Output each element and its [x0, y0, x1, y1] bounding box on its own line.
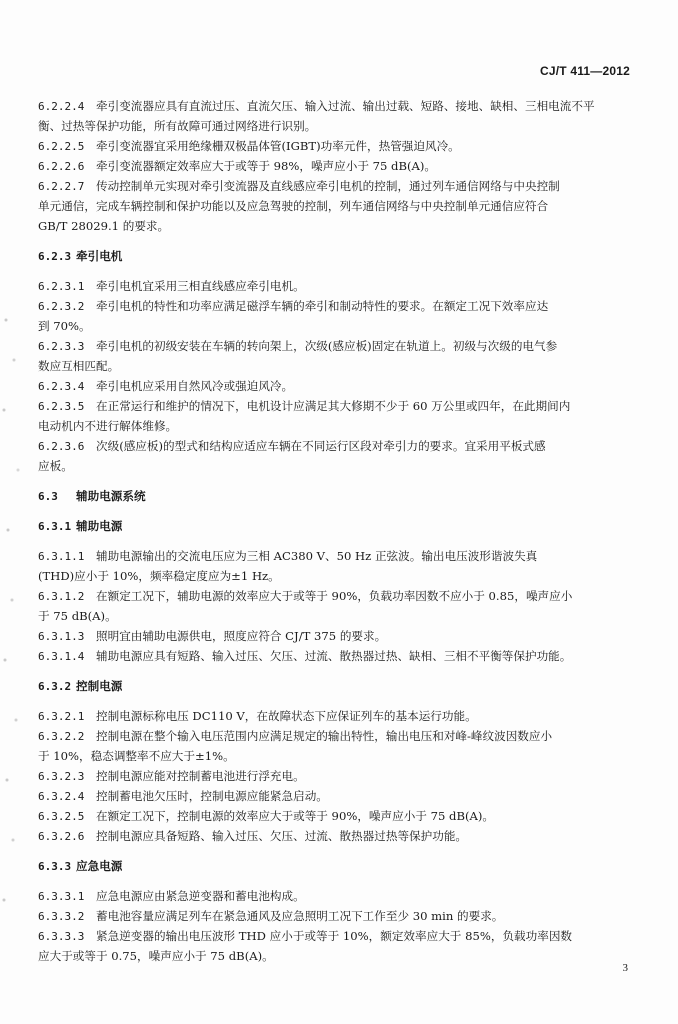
section-heading: [38, 676, 628, 696]
clause-continuation: [38, 746, 628, 766]
clause-item: [38, 786, 628, 806]
clause-text: 牵引变流器应具有直流过压、直流欠压、输入过流、输出过载、短路、接地、缺相、三相电流不平: [96, 99, 595, 113]
clause-text: 控制电源应具备短路、输入过压、欠压、过流、散热器过热等保护功能。: [96, 829, 468, 843]
section-number: 6.3.3: [38, 860, 72, 873]
clause-text: 辅助电源输出的交流电压应为三相 AC380 V、50 Hz 正弦波。输出电压波形谐波失真: [96, 549, 538, 563]
clause-text: 于 10%，稳态调整率不应大于±1%。: [38, 749, 235, 763]
section-title: 牵引电机: [76, 249, 123, 263]
section-heading: [38, 246, 628, 266]
clause-text: 蓄电池容量应满足列车在紧急通风及应急照明工况下工作至少 30 min 的要求。: [96, 909, 504, 923]
section-number: 6.3.1: [38, 520, 72, 533]
clause-number: 6.3.1.1: [38, 550, 85, 563]
clause-continuation: [38, 316, 628, 336]
clause-text: GB/T 28029.1 的要求。: [38, 219, 170, 233]
clause-text: 牵引变流器宜采用绝缘栅双极晶体管(IGBT)功率元件，热管强迫风冷。: [96, 139, 460, 153]
clause-number: 6.3.3.3: [38, 930, 85, 943]
clause-continuation: [38, 216, 628, 236]
section-gap: [38, 666, 628, 676]
standard-code: CJ/T 411—2012: [540, 64, 630, 78]
clause-number: 6.2.2.5: [38, 140, 85, 153]
clause-item: [38, 396, 628, 416]
clause-item: [38, 926, 628, 946]
clause-item: [38, 586, 628, 606]
clause-item: [38, 296, 628, 316]
clause-number: 6.3.2.5: [38, 810, 85, 823]
section-heading: [38, 856, 628, 876]
clause-number: 6.2.2.4: [38, 100, 85, 113]
clause-text: 牵引电机的初级安装在车辆的转向架上，次级(感应板)固定在轨道上。初级与次级的电气参: [96, 339, 558, 353]
section-title: 应急电源: [76, 859, 123, 873]
clause-item: [38, 826, 628, 846]
clause-text: 控制蓄电池欠压时，控制电源应能紧急启动。: [96, 789, 328, 803]
clause-item: [38, 806, 628, 826]
section-gap: [38, 536, 628, 546]
section-number: 6.2.3: [38, 250, 72, 263]
section-heading: [38, 486, 628, 506]
clause-number: 6.3.2.6: [38, 830, 85, 843]
clause-text: 牵引电机应采用自然风冷或强迫风冷。: [96, 379, 294, 393]
clause-number: 6.3.2.1: [38, 710, 85, 723]
clause-text: 传动控制单元实现对牵引变流器及直线感应牵引电机的控制，通过列车通信网络与中央控制: [96, 179, 560, 193]
section-gap: [38, 236, 628, 246]
clause-text: 到 70%。: [38, 319, 91, 333]
section-gap: [38, 846, 628, 856]
clause-item: [38, 156, 628, 176]
clause-number: 6.2.2.7: [38, 180, 85, 193]
clause-continuation: [38, 196, 628, 216]
clause-text: 单元通信，完成车辆控制和保护功能以及应急驾驶的控制，列车通信网络与中央控制单元通信应符合: [38, 199, 549, 213]
document-body: [38, 96, 628, 966]
section-gap: [38, 696, 628, 706]
clause-number: 6.2.3.5: [38, 400, 85, 413]
clause-number: 6.3.3.2: [38, 910, 85, 923]
clause-item: [38, 726, 628, 746]
clause-item: [38, 276, 628, 296]
clause-text: 应大于或等于 0.75，噪声应小于 75 dB(A)。: [38, 949, 274, 963]
clause-item: [38, 646, 628, 666]
clause-continuation: [38, 116, 628, 136]
clause-item: [38, 626, 628, 646]
clause-text: 应急电源应由紧急逆变器和蓄电池构成。: [96, 889, 305, 903]
clause-number: 6.3.1.4: [38, 650, 85, 663]
clause-item: [38, 436, 628, 456]
clause-item: [38, 546, 628, 566]
section-title: 辅助电源系统: [76, 489, 146, 503]
page-number: 3: [622, 962, 628, 974]
clause-number: 6.2.3.4: [38, 380, 85, 393]
clause-text: 数应互相匹配。: [38, 359, 120, 373]
clause-number: 6.2.2.6: [38, 160, 85, 173]
clause-number: 6.2.3.3: [38, 340, 85, 353]
clause-continuation: [38, 566, 628, 586]
scan-edge-noise: [0, 300, 34, 920]
clause-text: 在正常运行和维护的情况下，电机设计应满足其大修期不少于 60 万公里或四年，在此期间内: [96, 399, 571, 413]
clause-text: (THD)应小于 10%，频率稳定度应为±1 Hz。: [38, 569, 280, 583]
clause-continuation: [38, 356, 628, 376]
clause-item: [38, 886, 628, 906]
section-title: 控制电源: [76, 679, 123, 693]
clause-text: 次级(感应板)的型式和结构应适应车辆在不同运行区段对牵引力的要求。宜采用平板式感: [96, 439, 546, 453]
section-number: 6.3.2: [38, 680, 72, 693]
clause-text: 牵引电机的特性和功率应满足磁浮车辆的牵引和制动特性的要求。在额定工况下效率应达: [96, 299, 549, 313]
section-gap: [38, 876, 628, 886]
clause-number: 6.2.3.2: [38, 300, 85, 313]
clause-number: 6.3.3.1: [38, 890, 85, 903]
clause-text: 在额定工况下，控制电源的效率应大于或等于 90%，噪声应小于 75 dB(A)。: [96, 809, 494, 823]
clause-text: 控制电源应能对控制蓄电池进行浮充电。: [96, 769, 305, 783]
clause-text: 衡、过热等保护功能，所有故障可通过网络进行识别。: [38, 119, 317, 133]
clause-number: 6.3.2.3: [38, 770, 85, 783]
clause-text: 牵引变流器额定效率应大于或等于 98%，噪声应小于 75 dB(A)。: [96, 159, 437, 173]
clause-continuation: [38, 456, 628, 476]
clause-item: [38, 136, 628, 156]
clause-item: [38, 376, 628, 396]
clause-number: 6.3.1.3: [38, 630, 85, 643]
clause-number: 6.2.3.6: [38, 440, 85, 453]
clause-text: 应板。: [38, 459, 73, 473]
clause-number: 6.2.3.1: [38, 280, 85, 293]
clause-number: 6.3.2.2: [38, 730, 85, 743]
clause-number: 6.3.1.2: [38, 590, 85, 603]
clause-item: [38, 706, 628, 726]
clause-text: 于 75 dB(A)。: [38, 609, 117, 623]
clause-text: 电动机内不进行解体维修。: [38, 419, 178, 433]
clause-text: 紧急逆变器的输出电压波形 THD 应小于或等于 10%，额定效率应大于 85%，负载功率因数: [96, 929, 573, 943]
clause-text: 辅助电源应具有短路、输入过压、欠压、过流、散热器过热、缺相、三相不平衡等保护功能。: [96, 649, 572, 663]
clause-item: [38, 766, 628, 786]
clause-text: 控制电源标称电压 DC110 V，在故障状态下应保证列车的基本运行功能。: [96, 709, 477, 723]
clause-text: 照明宜由辅助电源供电，照度应符合 CJ/T 375 的要求。: [96, 629, 387, 643]
clause-item: [38, 336, 628, 356]
clause-item: [38, 176, 628, 196]
clause-text: 控制电源在整个输入电压范围内应满足规定的输出特性，输出电压和对峰-峰纹波因数应小: [96, 729, 553, 743]
clause-continuation: [38, 946, 628, 966]
clause-continuation: [38, 416, 628, 436]
clause-number: 6.3.2.4: [38, 790, 85, 803]
section-heading: [38, 516, 628, 536]
clause-continuation: [38, 606, 628, 626]
clause-item: [38, 96, 628, 116]
section-gap: [38, 506, 628, 516]
clause-item: [38, 906, 628, 926]
clause-text: 牵引电机宜采用三相直线感应牵引电机。: [96, 279, 305, 293]
clause-text: 在额定工况下，辅助电源的效率应大于或等于 90%，负载功率因数不应小于 0.85，噪声应小: [96, 589, 573, 603]
section-gap: [38, 476, 628, 486]
section-gap: [38, 266, 628, 276]
section-title: 辅助电源: [76, 519, 123, 533]
section-number: 6.3: [38, 490, 58, 503]
